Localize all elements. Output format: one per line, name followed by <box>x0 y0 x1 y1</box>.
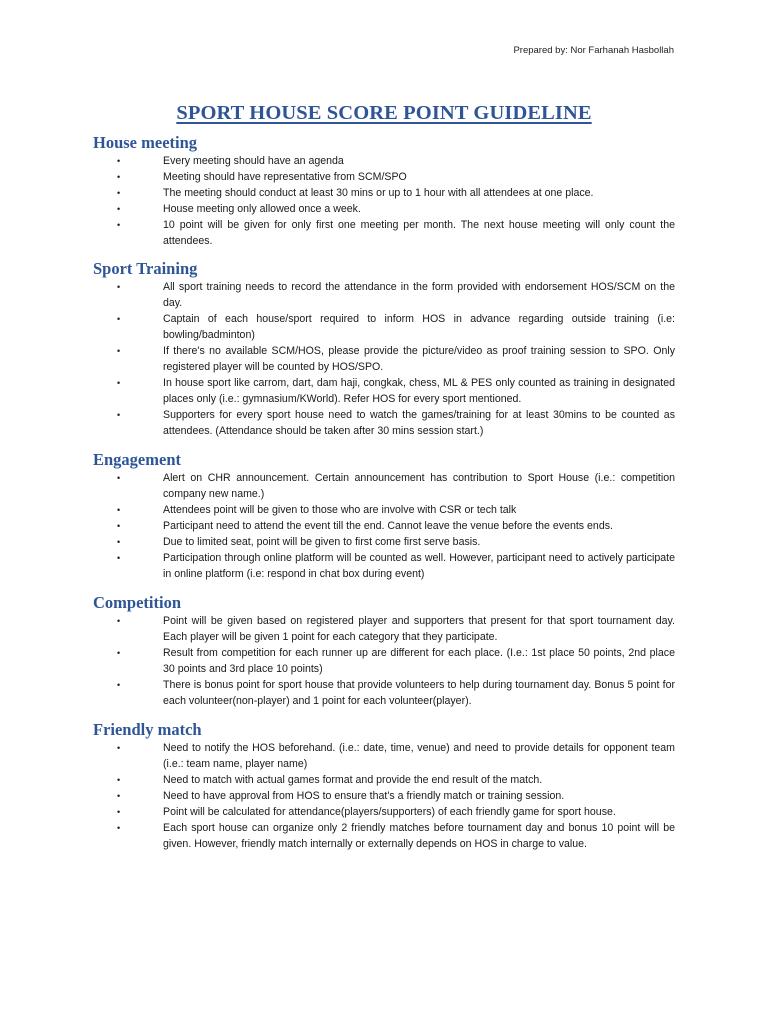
bullet-icon: • <box>117 282 121 292</box>
section-heading: House meeting <box>93 133 198 152</box>
list-item-text: Meeting should have representative from SCM/SPO <box>163 171 407 183</box>
bullet-list <box>93 740 675 852</box>
list-item-text: Point will be calculated for attendance(players/supporters) of each friendly game for sport house. <box>163 806 616 818</box>
bullet-icon: • <box>117 775 121 785</box>
list-item-text: Participant need to attend the event till the end. Cannot leave the venue before the events ends. <box>163 520 613 532</box>
list-item <box>93 311 675 343</box>
list-item-text: Supporters for every sport house need to watch the games/training for at least 30mins to be counted as attendees. (Attendance should be taken after 30 mins session start.) <box>163 409 675 437</box>
prepared-by-note: Prepared by: Nor Farhanah Hasbollah <box>513 45 674 56</box>
bullet-icon: • <box>117 473 121 483</box>
bullet-icon: • <box>117 314 121 324</box>
list-item <box>93 470 675 502</box>
bullet-icon: • <box>117 807 121 817</box>
list-item <box>93 804 675 820</box>
list-item-text: The meeting should conduct at least 30 mins or up to 1 hour with all attendees at one place. <box>163 187 594 199</box>
list-item <box>93 217 675 249</box>
list-item <box>93 153 675 169</box>
section-competition <box>93 593 675 709</box>
bullet-icon: • <box>117 172 121 182</box>
list-item-text: Need to notify the HOS beforehand. (i.e.: date, time, venue) and need to provide details for opponent team (i.e.: team name, player name) <box>163 742 675 770</box>
list-item-text: There is bonus point for sport house that provide volunteers to help during tournament day. Bonus 5 point for each volunteer(non-player) and 1 point for each volunteer(player). <box>163 679 675 707</box>
bullet-icon: • <box>117 537 121 547</box>
list-item <box>93 645 675 677</box>
bullet-list <box>93 153 675 249</box>
section-friendly-match <box>93 720 675 852</box>
list-item <box>93 677 675 709</box>
list-item-text: Participation through online platform will be counted as well. However, participant need to actively participate in online platform (i.e: respond in chat box during event) <box>163 552 675 580</box>
bullet-icon: • <box>117 648 121 658</box>
section-heading: Competition <box>93 593 181 612</box>
bullet-icon: • <box>117 505 121 515</box>
list-item <box>93 740 675 772</box>
list-item-text: Each sport house can organize only 2 friendly matches before tournament day and bonus 10 point will be given. However, friendly match internally or externally depends on HOS in charge to value. <box>163 822 675 850</box>
list-item <box>93 534 675 550</box>
list-item <box>93 343 675 375</box>
list-item-text: Need to match with actual games format and provide the end result of the match. <box>163 774 543 786</box>
bullet-icon: • <box>117 521 121 531</box>
section-sport-training <box>93 259 675 439</box>
list-item-text: Need to have approval from HOS to ensure that's a friendly match or training session. <box>163 790 565 802</box>
list-item <box>93 550 675 582</box>
list-item <box>93 407 675 439</box>
bullet-icon: • <box>117 743 121 753</box>
bullet-icon: • <box>117 188 121 198</box>
bullet-icon: • <box>117 791 121 801</box>
list-item <box>93 375 675 407</box>
list-item-text: House meeting only allowed once a week. <box>163 203 361 215</box>
bullet-icon: • <box>117 616 121 626</box>
list-item-text: Due to limited seat, point will be given to first come first serve basis. <box>163 536 481 548</box>
list-item-text: Captain of each house/sport required to inform HOS in advance regarding outside training (i.e: bowling/badminton) <box>163 313 675 341</box>
bullet-icon: • <box>117 410 121 420</box>
bullet-list <box>93 613 675 709</box>
list-item <box>93 201 675 217</box>
bullet-icon: • <box>117 346 121 356</box>
list-item <box>93 820 675 852</box>
list-item <box>93 185 675 201</box>
list-item <box>93 502 675 518</box>
bullet-list <box>93 470 675 582</box>
list-item-text: Every meeting should have an agenda <box>163 155 344 167</box>
list-item-text: Alert on CHR announcement. Certain announcement has contribution to Sport House (i.e.: competition company new name.) <box>163 472 675 500</box>
list-item <box>93 279 675 311</box>
bullet-icon: • <box>117 823 121 833</box>
bullet-icon: • <box>117 204 121 214</box>
list-item-text: All sport training needs to record the attendance in the form provided with endorsement HOS/SCM on the day. <box>163 281 675 309</box>
list-item <box>93 613 675 645</box>
bullet-icon: • <box>117 220 121 230</box>
list-item <box>93 788 675 804</box>
list-item-text: In house sport like carrom, dart, dam haji, congkak, chess, ML & PES only counted as training in designated places only (i.e.: gymnasium/KWorld). Refer HOS for every sport mentioned. <box>163 377 675 405</box>
list-item <box>93 772 675 788</box>
bullet-icon: • <box>117 680 121 690</box>
list-item-text: Attendees point will be given to those who are involve with CSR or tech talk <box>163 504 517 516</box>
section-heading: Friendly match <box>93 720 202 739</box>
section-heading: Sport Training <box>93 259 198 278</box>
list-item <box>93 169 675 185</box>
list-item-text: 10 point will be given for only first one meeting per month. The next house meeting will only count the attendees. <box>163 219 675 247</box>
bullet-icon: • <box>117 553 121 563</box>
list-item-text: If there's no available SCM/HOS, please provide the picture/video as proof training session to SPO. Only registered player will be counted by HOS/SPO. <box>163 345 675 373</box>
document-title: SPORT HOUSE SCORE POINT GUIDELINE <box>176 102 592 124</box>
section-heading: Engagement <box>93 450 181 469</box>
section-house-meeting <box>93 133 675 249</box>
section-engagement <box>93 450 675 582</box>
list-item <box>93 518 675 534</box>
bullet-icon: • <box>117 378 121 388</box>
list-item-text: Result from competition for each runner up are different for each place. (I.e.: 1st place 50 points, 2nd place 30 points and 3rd place 10 points) <box>163 647 675 675</box>
bullet-icon: • <box>117 156 121 166</box>
list-item-text: Point will be given based on registered player and supporters that present for that sport tournament day. Each player will be given 1 point for each category that they participate. <box>163 615 675 643</box>
bullet-list <box>93 279 675 439</box>
